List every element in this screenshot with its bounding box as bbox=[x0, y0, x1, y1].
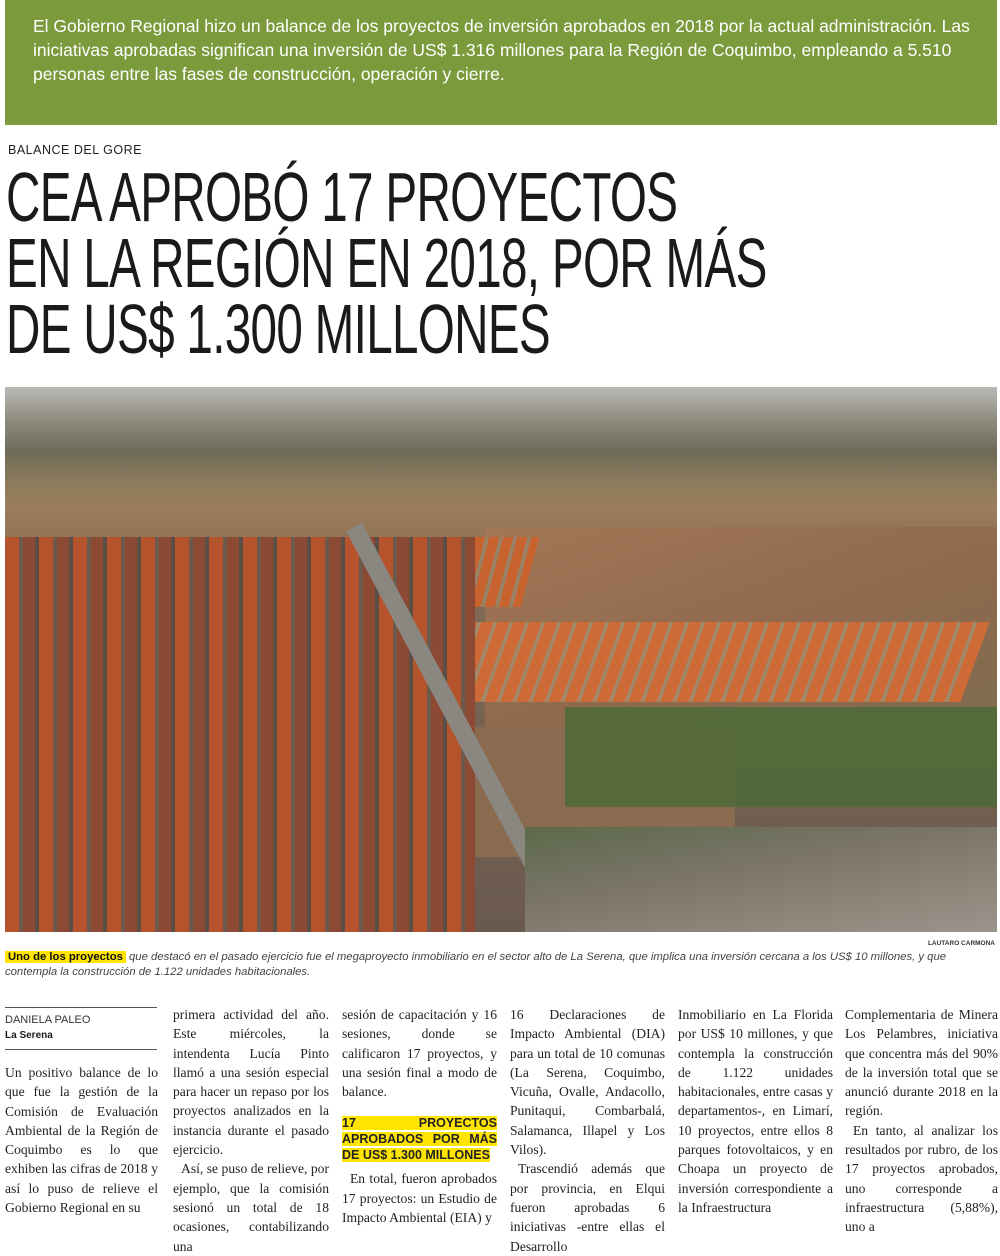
summary-banner bbox=[5, 0, 997, 125]
paragraph: Complementaria de Minera Los Pelambres, iniciativa que concentra más del 90% de la inversión total que se anunció durante 2018 en la región. bbox=[845, 1007, 998, 1119]
paragraph: primera actividad del año. Este miércoles, la intendenta Lucía Pinto llamó a una sesión especial para hacer un repaso por los proyectos analizados en la instancia durante el pasado ejercicio. bbox=[173, 1007, 329, 1158]
photo-caption bbox=[5, 950, 997, 980]
paragraph: En total, fueron aprobados 17 proyectos: un Estudio de Impacto Ambiental (EIA) y bbox=[342, 1171, 497, 1226]
summary-text: El Gobierno Regional hizo un balance de los proyectos de inversión aprobados en 2018 por la actual administración. Las iniciativas aprobadas significan una inversión de US$ 1.316 millones para la Región de Coquimbo, empleando a 5.510 personas entre las fases de construcción, operación y cierre. bbox=[33, 16, 970, 84]
headline-line: CEA APROBÓ 17 PROYECTOS bbox=[6, 158, 678, 236]
aerial-photo bbox=[5, 387, 997, 932]
body-column-6 bbox=[845, 1005, 998, 1237]
paragraph: En tanto, al analizar los resultados por rubro, de los 17 proyectos aprobados, uno corresponde a infraestructura (5,88%), uno a bbox=[845, 1122, 998, 1235]
body-column-4 bbox=[510, 1005, 665, 1256]
byline bbox=[5, 1007, 157, 1050]
body-column-3 bbox=[342, 1005, 497, 1227]
body-column-2 bbox=[173, 1005, 329, 1256]
paragraph: Así, se puso de relieve, por ejemplo, que la comisión sesionó un total de 18 ocasiones, contabilizando una bbox=[173, 1161, 329, 1254]
body-column-5 bbox=[678, 1005, 833, 1217]
body-column-1 bbox=[5, 1063, 158, 1217]
paragraph: Un positivo balance de lo que fue la gestión de la Comisión de Evaluación Ambiental de la Región de Coquimbo es lo que exhiben las cifras de 2018 y así lo puso de relieve el Gobierno Regional en su bbox=[5, 1065, 158, 1216]
photo-credit: LAUTARO CARMONA bbox=[927, 940, 995, 947]
dateline: La Serena bbox=[5, 1030, 53, 1041]
paragraph: 16 Declaraciones de Impacto Ambiental (DIA) para un total de 10 comunas (La Serena, Coquimbo, Vicuña, Ovalle, Andacollo, Punitaqui, Combarbalá, Salamanca, Illapel y Los Vilos). bbox=[510, 1007, 665, 1158]
caption-text: que destacó en el pasado ejercicio fue el megaproyecto inmobiliario en el sector alto de La Serena, que implica una inversión cercana a los US$ 10 millones, y que contempla la construcción de 1.122 unidades habitacionales. bbox=[5, 951, 947, 978]
subheading: 17 PROYECTOS APROBADOS POR MÁS DE US$ 1.300 MILLONES bbox=[342, 1116, 497, 1163]
paragraph: Inmobiliario en La Florida por US$ 10 millones, y que contempla la construcción de 1.122 unidades habitacionales, entre casas y departamentos-, en Limarí, 10 proyectos, entre ellos 8 parques fotovoltaicos, y en Choapa un proyecto de inversión correspondiente a la Infraestructura bbox=[678, 1007, 833, 1215]
section-kicker: BALANCE DEL GORE bbox=[8, 143, 142, 157]
headline-line: EN LA REGIÓN EN 2018, POR MÁS bbox=[6, 224, 767, 302]
caption-lead: Uno de los proyectos bbox=[5, 951, 126, 963]
headline-line: DE US$ 1.300 MILLONES bbox=[6, 290, 550, 368]
paragraph: Trascendió además que por provincia, en Elqui fueron aprobadas 6 iniciativas -entre ellas el Desarrollo bbox=[510, 1161, 665, 1254]
author: DANIELA PALEO bbox=[5, 1014, 91, 1026]
paragraph: sesión de capacitación y 16 sesiones, donde se calificaron 17 proyectos, y una sesión final a modo de balance. bbox=[342, 1007, 497, 1100]
headline bbox=[6, 158, 822, 368]
